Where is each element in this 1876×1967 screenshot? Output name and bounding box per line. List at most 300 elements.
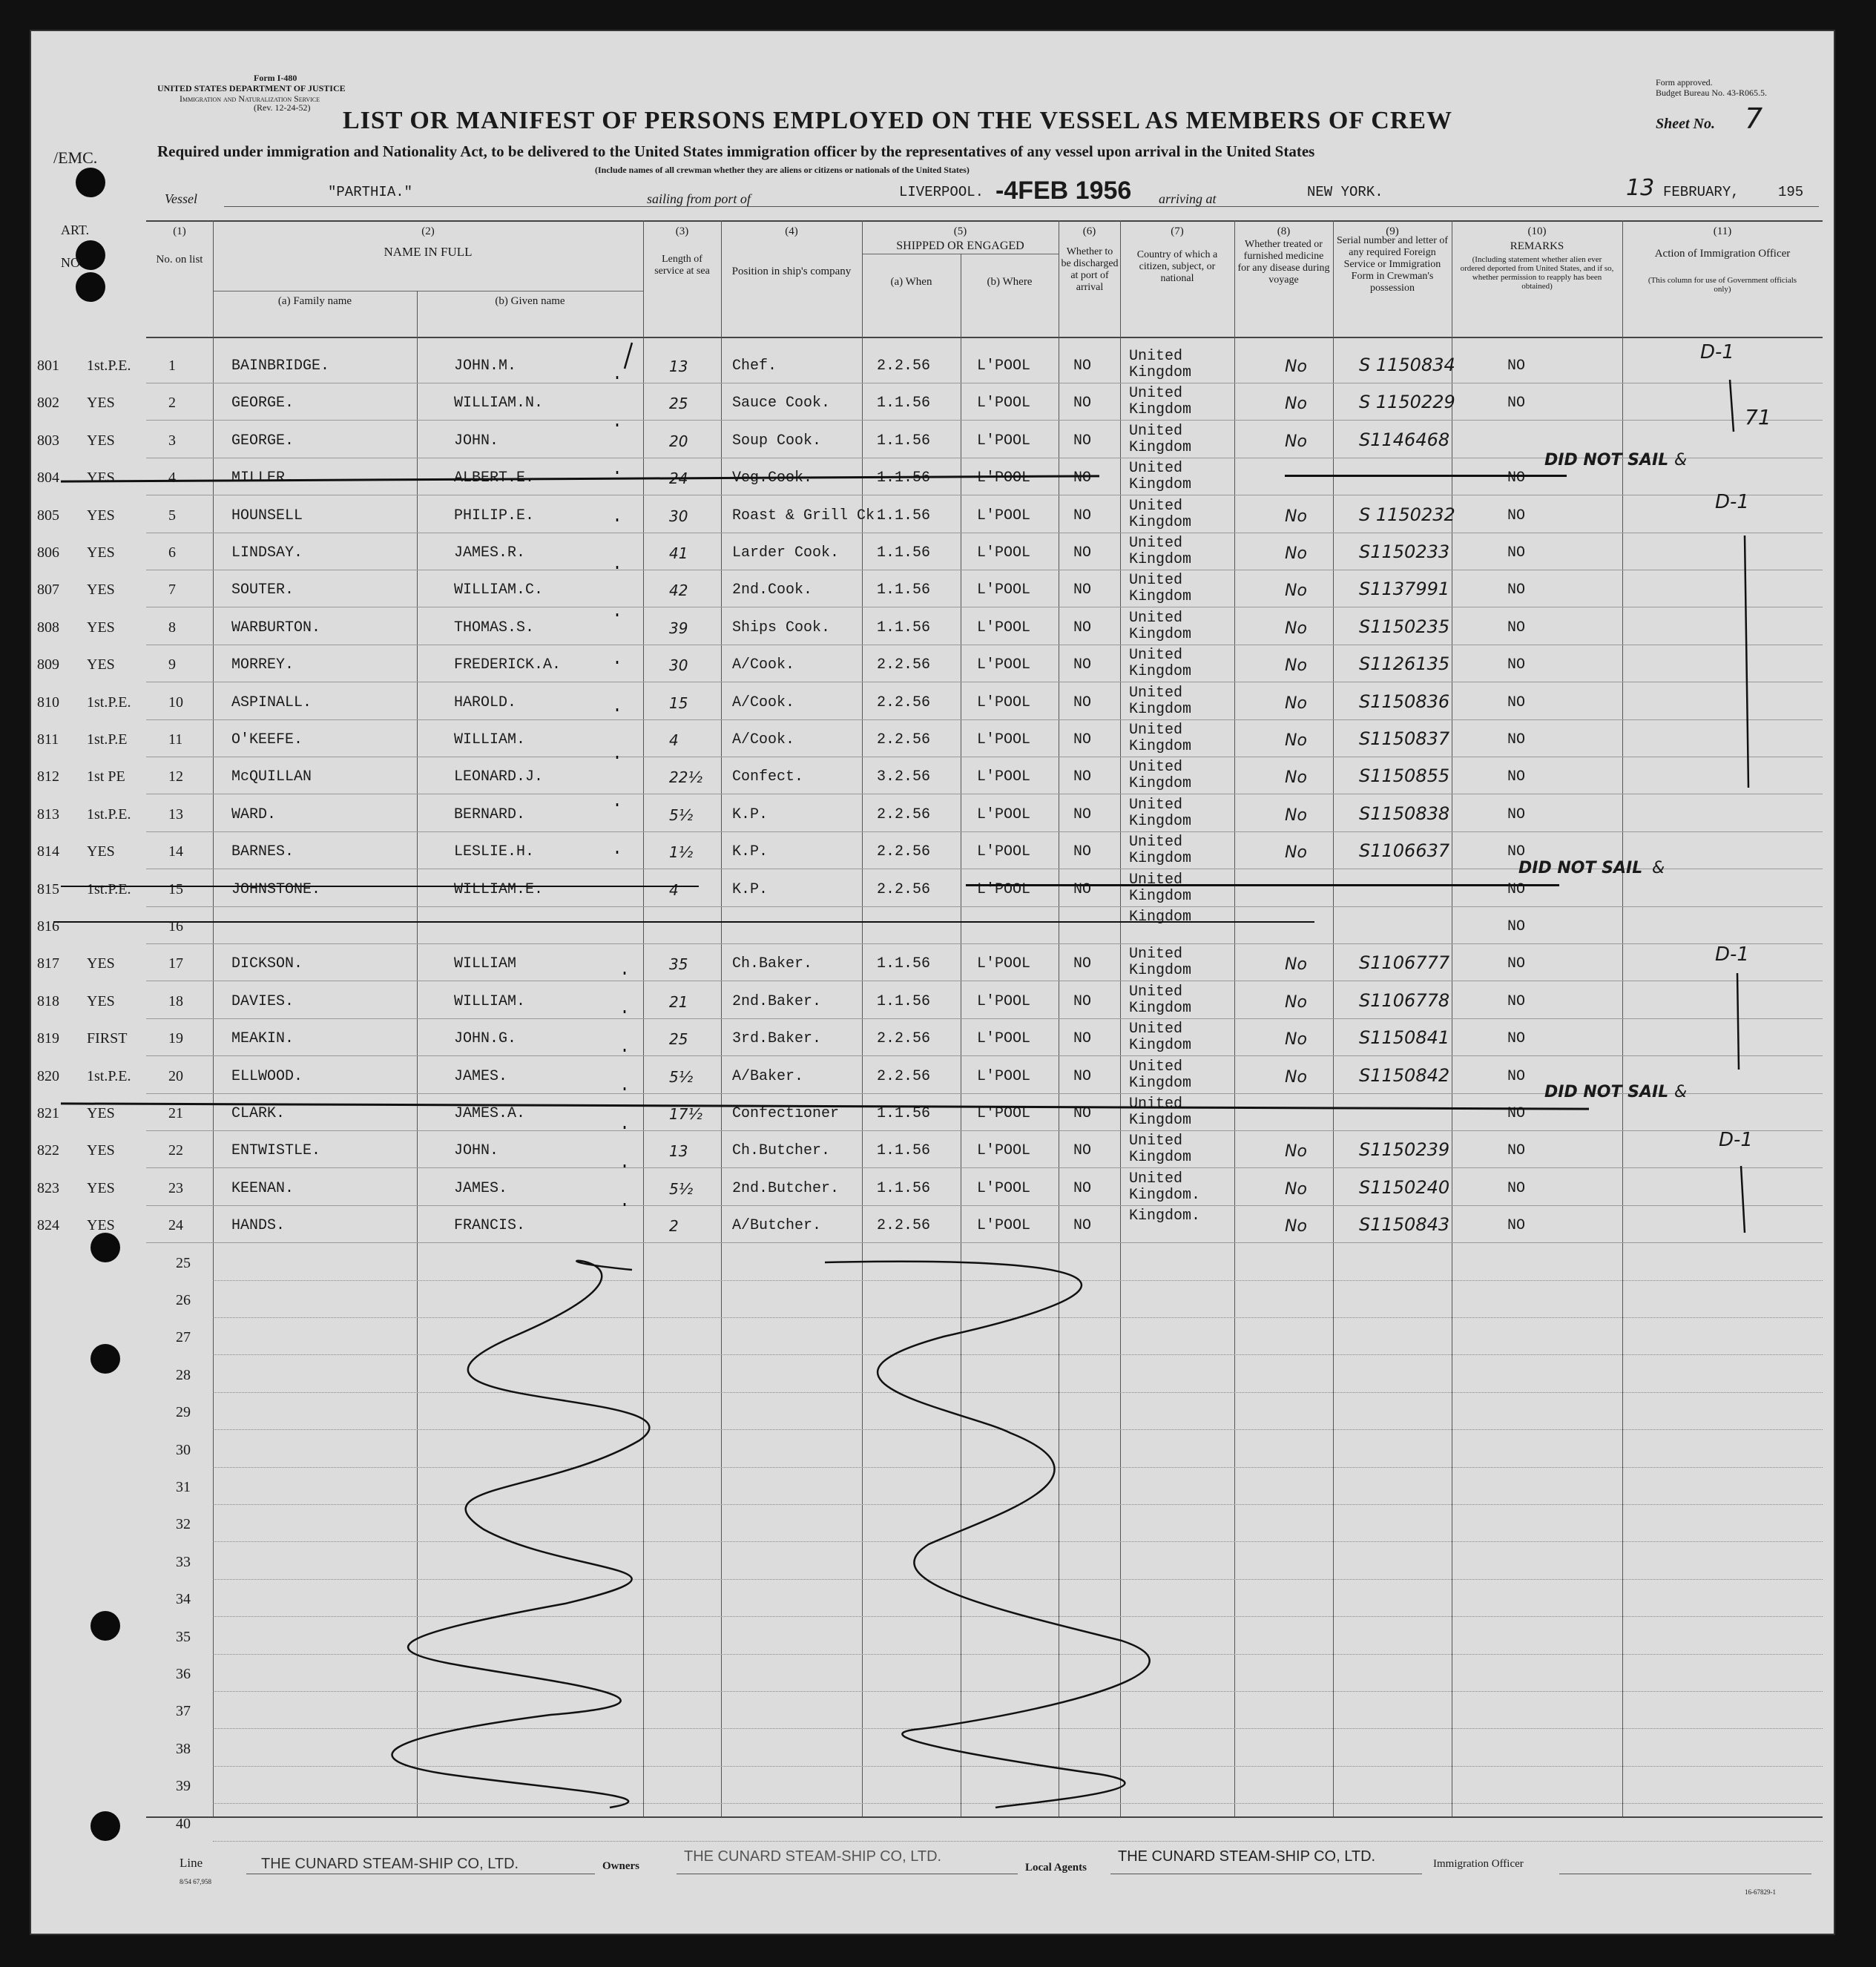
discharged: NO bbox=[1073, 731, 1092, 748]
art-number: 821 bbox=[37, 1105, 59, 1121]
family-name: GEORGE. bbox=[231, 395, 294, 412]
arriving-label: arriving at bbox=[1159, 191, 1217, 206]
form-approval: Form approved. bbox=[1656, 77, 1713, 88]
list-number: 4 bbox=[168, 469, 176, 487]
emc-status: YES bbox=[87, 507, 115, 524]
service-length: 22½ bbox=[669, 768, 702, 787]
remarks: NO bbox=[1507, 1142, 1526, 1160]
position: Ships Cook. bbox=[732, 619, 831, 636]
art-number: 810 bbox=[37, 693, 59, 711]
list-number: 1 bbox=[168, 358, 176, 374]
given-name: WILLIAM bbox=[454, 955, 517, 973]
shipped-when: 1.1.56 bbox=[877, 469, 931, 487]
shipped-when: 1.1.56 bbox=[877, 955, 931, 973]
shipped-where: L'POOL bbox=[977, 731, 1031, 748]
shipped-when: 1.1.56 bbox=[877, 544, 931, 561]
medicine: No bbox=[1285, 581, 1307, 601]
art-number: 813 bbox=[37, 805, 59, 823]
family-name: GEORGE. bbox=[231, 432, 294, 449]
given-name: LEONARD.J. bbox=[454, 768, 544, 786]
serial-number: S1150239 bbox=[1359, 1139, 1450, 1161]
shipped-when: 3.2.56 bbox=[877, 768, 931, 786]
service-length: 39 bbox=[669, 619, 688, 637]
service-length: 13 bbox=[669, 1142, 688, 1161]
list-number: 13 bbox=[168, 805, 183, 823]
art-number: 816 bbox=[37, 918, 59, 935]
service-length: 35 bbox=[669, 955, 688, 974]
service-length: 24 bbox=[669, 469, 688, 488]
serial-number: S1137991 bbox=[1359, 579, 1450, 600]
list-number: 34 bbox=[176, 1591, 191, 1608]
family-name: BAINBRIDGE. bbox=[231, 358, 330, 375]
medicine: No bbox=[1285, 619, 1307, 638]
emc-status: 1st PE bbox=[87, 768, 125, 785]
country: United Kingdom bbox=[1129, 385, 1192, 419]
emc-status: FIRST bbox=[87, 1030, 128, 1047]
list-number: 31 bbox=[176, 1479, 191, 1495]
family-name: ENTWISTLE. bbox=[231, 1142, 321, 1160]
given-name: THOMAS.S. bbox=[454, 619, 535, 636]
emc-status: YES bbox=[87, 469, 115, 487]
list-number: 27 bbox=[176, 1329, 191, 1346]
given-name: WILLIAM. bbox=[454, 992, 526, 1010]
discharged: NO bbox=[1073, 544, 1092, 561]
col1-header: No. on list bbox=[156, 254, 203, 266]
pen-marks bbox=[31, 31, 1834, 1934]
art-number: 815 bbox=[37, 880, 59, 897]
list-number: 25 bbox=[176, 1254, 191, 1271]
service-name: Immigration and Naturalization Service bbox=[180, 93, 320, 104]
medicine: No bbox=[1285, 992, 1307, 1012]
position: A/Cook. bbox=[732, 731, 795, 748]
did-not-sail-note: DID NOT SAIL bbox=[1518, 859, 1643, 877]
d1-mark: D-1 bbox=[1715, 491, 1749, 513]
list-number: 40 bbox=[176, 1815, 191, 1832]
service-length: 13 bbox=[669, 358, 688, 375]
medicine: No bbox=[1285, 731, 1307, 750]
art-number: 814 bbox=[37, 843, 59, 860]
serial-number: S1150837 bbox=[1359, 728, 1450, 749]
list-number: 38 bbox=[176, 1740, 191, 1757]
given-name: FRANCIS. bbox=[454, 1217, 526, 1235]
initials-mark: & bbox=[1674, 451, 1688, 469]
page-subtitle: Required under immigration and Nationality Act, to be delivered to the United States immigration officer by the representatives of any vessel upon arrival in the United States bbox=[157, 142, 1315, 160]
given-name: JAMES. bbox=[454, 1067, 508, 1085]
col6-header: Whether to be discharged at port of arrival bbox=[1061, 246, 1119, 293]
emc-status: 1st.P.E. bbox=[87, 1067, 131, 1084]
discharged: NO bbox=[1073, 619, 1092, 636]
departure-stamp: -4FEB 1956 bbox=[995, 177, 1132, 205]
arrival-day: 13 bbox=[1626, 175, 1655, 201]
position: Sauce Cook. bbox=[732, 395, 831, 412]
country: United Kingdom bbox=[1129, 1058, 1192, 1092]
vessel-label: Vessel bbox=[165, 191, 197, 206]
col4-number: (4) bbox=[785, 225, 798, 237]
discharged: NO bbox=[1073, 992, 1092, 1010]
family-name: HOUNSELL bbox=[231, 507, 303, 524]
country: United Kingdom bbox=[1129, 946, 1192, 980]
art-number: 817 bbox=[37, 955, 59, 972]
position: K.P. bbox=[732, 880, 768, 898]
col7-header: Country of which a citizen, subject, or national bbox=[1136, 249, 1218, 284]
initials-mark: & bbox=[1674, 1083, 1688, 1101]
bracket-line bbox=[1745, 536, 1748, 788]
country: Kingdom. bbox=[1129, 1207, 1201, 1225]
list-number: 29 bbox=[176, 1404, 191, 1421]
given-name: JAMES.R. bbox=[454, 544, 526, 561]
emc-status: 1st.P.E. bbox=[87, 805, 131, 823]
remarks: NO bbox=[1507, 395, 1526, 412]
family-name: WARBURTON. bbox=[231, 619, 321, 636]
remarks: NO bbox=[1507, 918, 1526, 935]
list-number: 37 bbox=[176, 1703, 191, 1720]
bracket-line bbox=[1730, 380, 1734, 432]
shipped-when: 2.2.56 bbox=[877, 358, 931, 375]
remarks: NO bbox=[1507, 1105, 1526, 1122]
shipped-where: L'POOL bbox=[977, 768, 1031, 786]
family-name: BARNES. bbox=[231, 843, 294, 861]
emc-status: YES bbox=[87, 544, 115, 561]
serial-number: S1106777 bbox=[1359, 952, 1450, 974]
shipped-where: L'POOL bbox=[977, 693, 1031, 711]
remarks: NO bbox=[1507, 992, 1526, 1010]
d1-mark: D-1 bbox=[1719, 1129, 1753, 1151]
shipped-when: 1.1.56 bbox=[877, 1179, 931, 1197]
medicine: No bbox=[1285, 805, 1307, 825]
country: United Kingdom. bbox=[1129, 1170, 1201, 1204]
emc-status: 1st.P.E bbox=[87, 731, 128, 748]
art-number: 803 bbox=[37, 432, 59, 449]
art-number: 805 bbox=[37, 507, 59, 524]
serial-number: S1150235 bbox=[1359, 616, 1450, 637]
department-name: UNITED STATES DEPARTMENT OF JUSTICE bbox=[157, 83, 346, 93]
emc-status: YES bbox=[87, 843, 115, 860]
col8-header: Whether treated or furnished medicine for any disease during voyage bbox=[1237, 239, 1330, 286]
country: United Kingdom bbox=[1129, 796, 1192, 830]
bracket-line bbox=[1737, 973, 1739, 1070]
serial-number: S 1150834 bbox=[1359, 355, 1455, 375]
shipped-when: 1.1.56 bbox=[877, 581, 931, 599]
given-name: BERNARD. bbox=[454, 805, 526, 823]
list-number: 28 bbox=[176, 1366, 191, 1383]
shipped-when: 2.2.56 bbox=[877, 805, 931, 823]
list-number: 14 bbox=[168, 843, 183, 860]
given-name: JOHN.M. bbox=[454, 358, 517, 375]
list-number: 12 bbox=[168, 768, 183, 785]
service-length: 20 bbox=[669, 432, 688, 450]
country: Kingdom bbox=[1129, 909, 1192, 926]
emc-status: YES bbox=[87, 656, 115, 673]
art-number: 804 bbox=[37, 469, 59, 487]
discharged: NO bbox=[1073, 693, 1092, 711]
col10-note: (Including statement whether alien ever ordered deported from United States, and if so, whether permission to reapply has been obtained) bbox=[1460, 255, 1614, 291]
local-agents-label: Local Agents bbox=[1025, 1862, 1087, 1874]
col10-header: REMARKS bbox=[1510, 240, 1564, 252]
list-number: 9 bbox=[168, 656, 176, 673]
emc-status: YES bbox=[87, 1179, 115, 1196]
arrival-port: NEW YORK. bbox=[1307, 184, 1383, 200]
shipped-when: 2.2.56 bbox=[877, 843, 931, 861]
remarks: NO bbox=[1507, 1030, 1526, 1048]
shipped-when: 1.1.56 bbox=[877, 1105, 931, 1122]
list-number: 6 bbox=[168, 544, 176, 561]
medicine: No bbox=[1285, 693, 1307, 713]
country: United Kingdom bbox=[1129, 497, 1192, 531]
discharged: NO bbox=[1073, 581, 1092, 599]
family-name: WARD. bbox=[231, 805, 277, 823]
emc-status: YES bbox=[87, 395, 115, 412]
remarks: NO bbox=[1507, 1067, 1526, 1085]
emc-status: YES bbox=[87, 581, 115, 599]
shipped-where: L'POOL bbox=[977, 1142, 1031, 1160]
position: Roast & Grill Ck. bbox=[732, 507, 884, 524]
did-not-sail-note: DID NOT SAIL bbox=[1544, 451, 1669, 469]
remarks: NO bbox=[1507, 731, 1526, 748]
list-number: 10 bbox=[168, 693, 183, 711]
position: Chef. bbox=[732, 358, 777, 375]
given-name: JOHN. bbox=[454, 1142, 499, 1160]
service-length: 5½ bbox=[669, 805, 694, 824]
given-name: HAROLD. bbox=[454, 693, 517, 711]
sheet-number: 7 bbox=[1745, 102, 1763, 135]
remarks: NO bbox=[1507, 768, 1526, 786]
discharged: NO bbox=[1073, 1067, 1092, 1085]
medicine: No bbox=[1285, 843, 1307, 863]
col7-number: (7) bbox=[1171, 225, 1184, 237]
revision-date: (Rev. 12-24-52) bbox=[254, 102, 311, 113]
arrival-year: 195 bbox=[1778, 184, 1804, 200]
list-number: 5 bbox=[168, 507, 176, 524]
shipped-where: L'POOL bbox=[977, 469, 1031, 487]
art-number: 822 bbox=[37, 1142, 59, 1159]
art-column-label: ART. bbox=[61, 223, 90, 237]
country: United Kingdom bbox=[1129, 572, 1192, 606]
remarks: NO bbox=[1507, 656, 1526, 674]
sheet-number-label: Sheet No. bbox=[1656, 116, 1715, 132]
country: United Kingdom bbox=[1129, 348, 1192, 381]
serial-number: S1150838 bbox=[1359, 803, 1450, 824]
emc-status: YES bbox=[87, 992, 115, 1009]
remarks: NO bbox=[1507, 358, 1526, 375]
serial-number: S1150233 bbox=[1359, 541, 1450, 562]
shipped-where: L'POOL bbox=[977, 843, 1031, 861]
art-number: 811 bbox=[37, 731, 59, 748]
discharged: NO bbox=[1073, 1142, 1092, 1160]
service-length: 4 bbox=[669, 731, 679, 749]
emc-status: YES bbox=[87, 619, 115, 636]
given-name: WILLIAM.C. bbox=[454, 581, 544, 599]
shipped-when: 1.1.56 bbox=[877, 507, 931, 524]
manifest-sheet bbox=[30, 30, 1835, 1935]
family-name: DICKSON. bbox=[231, 955, 303, 973]
remarks: NO bbox=[1507, 805, 1526, 823]
service-length: 25 bbox=[669, 395, 688, 413]
position: 3rd.Baker. bbox=[732, 1030, 822, 1048]
pen-squiggle bbox=[825, 1262, 1150, 1808]
form-code: 16-67829-1 bbox=[1745, 1888, 1776, 1896]
position: Confect. bbox=[732, 768, 804, 786]
serial-number: S1106637 bbox=[1359, 840, 1450, 862]
serial-number: S1106778 bbox=[1359, 989, 1450, 1011]
shipped-when: 2.2.56 bbox=[877, 1067, 931, 1085]
form-number: Form I-480 bbox=[254, 73, 297, 83]
shipped-where: L'POOL bbox=[977, 1105, 1031, 1122]
country: United Kingdom bbox=[1129, 722, 1192, 755]
col5-header: SHIPPED OR ENGAGED bbox=[896, 240, 1024, 252]
service-length: 2 bbox=[669, 1217, 679, 1236]
medicine: No bbox=[1285, 1030, 1307, 1050]
shipped-when: 1.1.56 bbox=[877, 432, 931, 449]
col9-number: (9) bbox=[1386, 225, 1399, 237]
emc-status: YES bbox=[87, 432, 115, 449]
serial-number: S1146468 bbox=[1359, 429, 1450, 450]
service-length: 5½ bbox=[669, 1179, 694, 1198]
family-name: MEAKIN. bbox=[231, 1030, 294, 1048]
did-not-sail-note: DID NOT SAIL bbox=[1544, 1083, 1669, 1101]
medicine: No bbox=[1285, 432, 1307, 451]
list-number: 24 bbox=[168, 1217, 183, 1234]
serial-number: S1150843 bbox=[1359, 1214, 1450, 1236]
owners-company: THE CUNARD STEAM-SHIP CO, LTD. bbox=[684, 1848, 942, 1865]
art-number: 806 bbox=[37, 544, 59, 561]
list-number: 18 bbox=[168, 992, 183, 1009]
country: United Kingdom bbox=[1129, 422, 1192, 456]
given-name: JAMES. bbox=[454, 1179, 508, 1197]
discharged: NO bbox=[1073, 432, 1092, 449]
discharged: NO bbox=[1073, 1030, 1092, 1048]
family-name: SOUTER. bbox=[231, 581, 294, 599]
shipped-when: 1.1.56 bbox=[877, 1142, 931, 1160]
when-header: (a) When bbox=[890, 276, 932, 288]
serial-number: S1150841 bbox=[1359, 1027, 1450, 1049]
list-number: 35 bbox=[176, 1628, 191, 1645]
position: K.P. bbox=[732, 805, 768, 823]
serial-number: S1150836 bbox=[1359, 691, 1450, 712]
service-length: 1½ bbox=[669, 843, 694, 862]
remarks: NO bbox=[1507, 693, 1526, 711]
discharged: NO bbox=[1073, 843, 1092, 861]
list-number: 3 bbox=[168, 432, 176, 449]
given-name: WILLIAM.N. bbox=[454, 395, 544, 412]
discharged: NO bbox=[1073, 1105, 1092, 1122]
col1-number: (1) bbox=[173, 225, 186, 237]
col3-header: Length of service at sea bbox=[654, 254, 710, 277]
family-name: MORREY. bbox=[231, 656, 294, 674]
position: K.P. bbox=[732, 843, 768, 861]
serial-number: S1150240 bbox=[1359, 1176, 1450, 1198]
service-length: 21 bbox=[669, 992, 688, 1011]
service-length: 42 bbox=[669, 581, 688, 600]
medicine: No bbox=[1285, 395, 1307, 414]
art-number: 801 bbox=[37, 358, 59, 374]
shipped-where: L'POOL bbox=[977, 955, 1031, 973]
col11-number: (11) bbox=[1713, 225, 1732, 237]
emc-status: 1st.P.E. bbox=[87, 358, 131, 374]
service-length: 4 bbox=[669, 880, 679, 899]
remarks: NO bbox=[1507, 469, 1526, 487]
discharged: NO bbox=[1073, 656, 1092, 674]
service-length: 30 bbox=[669, 507, 688, 525]
family-name: O'KEEFE. bbox=[231, 731, 303, 748]
country: United Kingdom bbox=[1129, 759, 1192, 793]
emc-status: 1st.P.E. bbox=[87, 880, 131, 897]
col9-header: Serial number and letter of any required Foreign Service or Immigration Form in Crewman's possession bbox=[1336, 235, 1449, 294]
service-length: 15 bbox=[669, 693, 688, 712]
remarks: NO bbox=[1507, 544, 1526, 561]
family-name: McQUILLAN bbox=[231, 768, 312, 786]
country: United Kingdom bbox=[1129, 1133, 1192, 1167]
art-number: 820 bbox=[37, 1067, 59, 1084]
discharged: NO bbox=[1073, 1179, 1092, 1197]
shipped-where: L'POOL bbox=[977, 805, 1031, 823]
medicine: No bbox=[1285, 1217, 1307, 1236]
position: Soup Cook. bbox=[732, 432, 822, 449]
art-number: 807 bbox=[37, 581, 59, 599]
medicine: No bbox=[1285, 768, 1307, 788]
col8-number: (8) bbox=[1277, 225, 1291, 237]
given-name: JOHN.G. bbox=[454, 1030, 517, 1048]
col11-header: Action of Immigration Officer bbox=[1654, 248, 1791, 260]
family-name: KEENAN. bbox=[231, 1179, 294, 1197]
shipped-when: 1.1.56 bbox=[877, 395, 931, 412]
service-length: 17½ bbox=[669, 1105, 702, 1123]
country: United Kingdom bbox=[1129, 609, 1192, 643]
family-name: DAVIES. bbox=[231, 992, 294, 1010]
list-number: 20 bbox=[168, 1067, 183, 1084]
country: United Kingdom bbox=[1129, 460, 1192, 494]
emc-column-label: /EMC. bbox=[53, 148, 98, 167]
list-number: 16 bbox=[168, 918, 183, 935]
list-number: 22 bbox=[168, 1142, 183, 1159]
art-number: 818 bbox=[37, 992, 59, 1009]
position: A/Butcher. bbox=[732, 1217, 822, 1235]
position: 2nd.Butcher. bbox=[732, 1179, 840, 1197]
country: United Kingdom bbox=[1129, 871, 1192, 905]
list-number: 23 bbox=[168, 1179, 183, 1196]
discharged: NO bbox=[1073, 880, 1092, 898]
sailing-label: sailing from port of bbox=[647, 191, 751, 206]
family-name: MILLER. bbox=[231, 469, 294, 487]
shipped-where: L'POOL bbox=[977, 507, 1031, 524]
remarks: NO bbox=[1507, 1217, 1526, 1235]
list-number: 7 bbox=[168, 581, 176, 599]
remarks: NO bbox=[1507, 955, 1526, 973]
given-name: ALBERT.E. bbox=[454, 469, 535, 487]
col10-number: (10) bbox=[1527, 225, 1547, 237]
shipped-where: L'POOL bbox=[977, 1067, 1031, 1085]
list-number: 39 bbox=[176, 1778, 191, 1795]
shipped-when: 2.2.56 bbox=[877, 693, 931, 711]
shipped-where: L'POOL bbox=[977, 1030, 1031, 1048]
country: United Kingdom bbox=[1129, 1021, 1192, 1055]
given-name: FREDERICK.A. bbox=[454, 656, 562, 674]
col6-number: (6) bbox=[1082, 225, 1096, 237]
emc-status: YES bbox=[87, 1142, 115, 1159]
remarks: NO bbox=[1507, 1179, 1526, 1197]
list-number: 32 bbox=[176, 1516, 191, 1533]
given-name: LESLIE.H. bbox=[454, 843, 535, 861]
emc-status: YES bbox=[87, 1217, 115, 1234]
medicine: No bbox=[1285, 507, 1307, 526]
list-number: 36 bbox=[176, 1666, 191, 1682]
list-number: 33 bbox=[176, 1553, 191, 1570]
family-name: LINDSAY. bbox=[231, 544, 303, 561]
discharged: NO bbox=[1073, 955, 1092, 973]
medicine: No bbox=[1285, 955, 1307, 975]
shipped-where: L'POOL bbox=[977, 1179, 1031, 1197]
given-name: WILLIAM. bbox=[454, 731, 526, 748]
owners-label: Owners bbox=[602, 1860, 639, 1872]
